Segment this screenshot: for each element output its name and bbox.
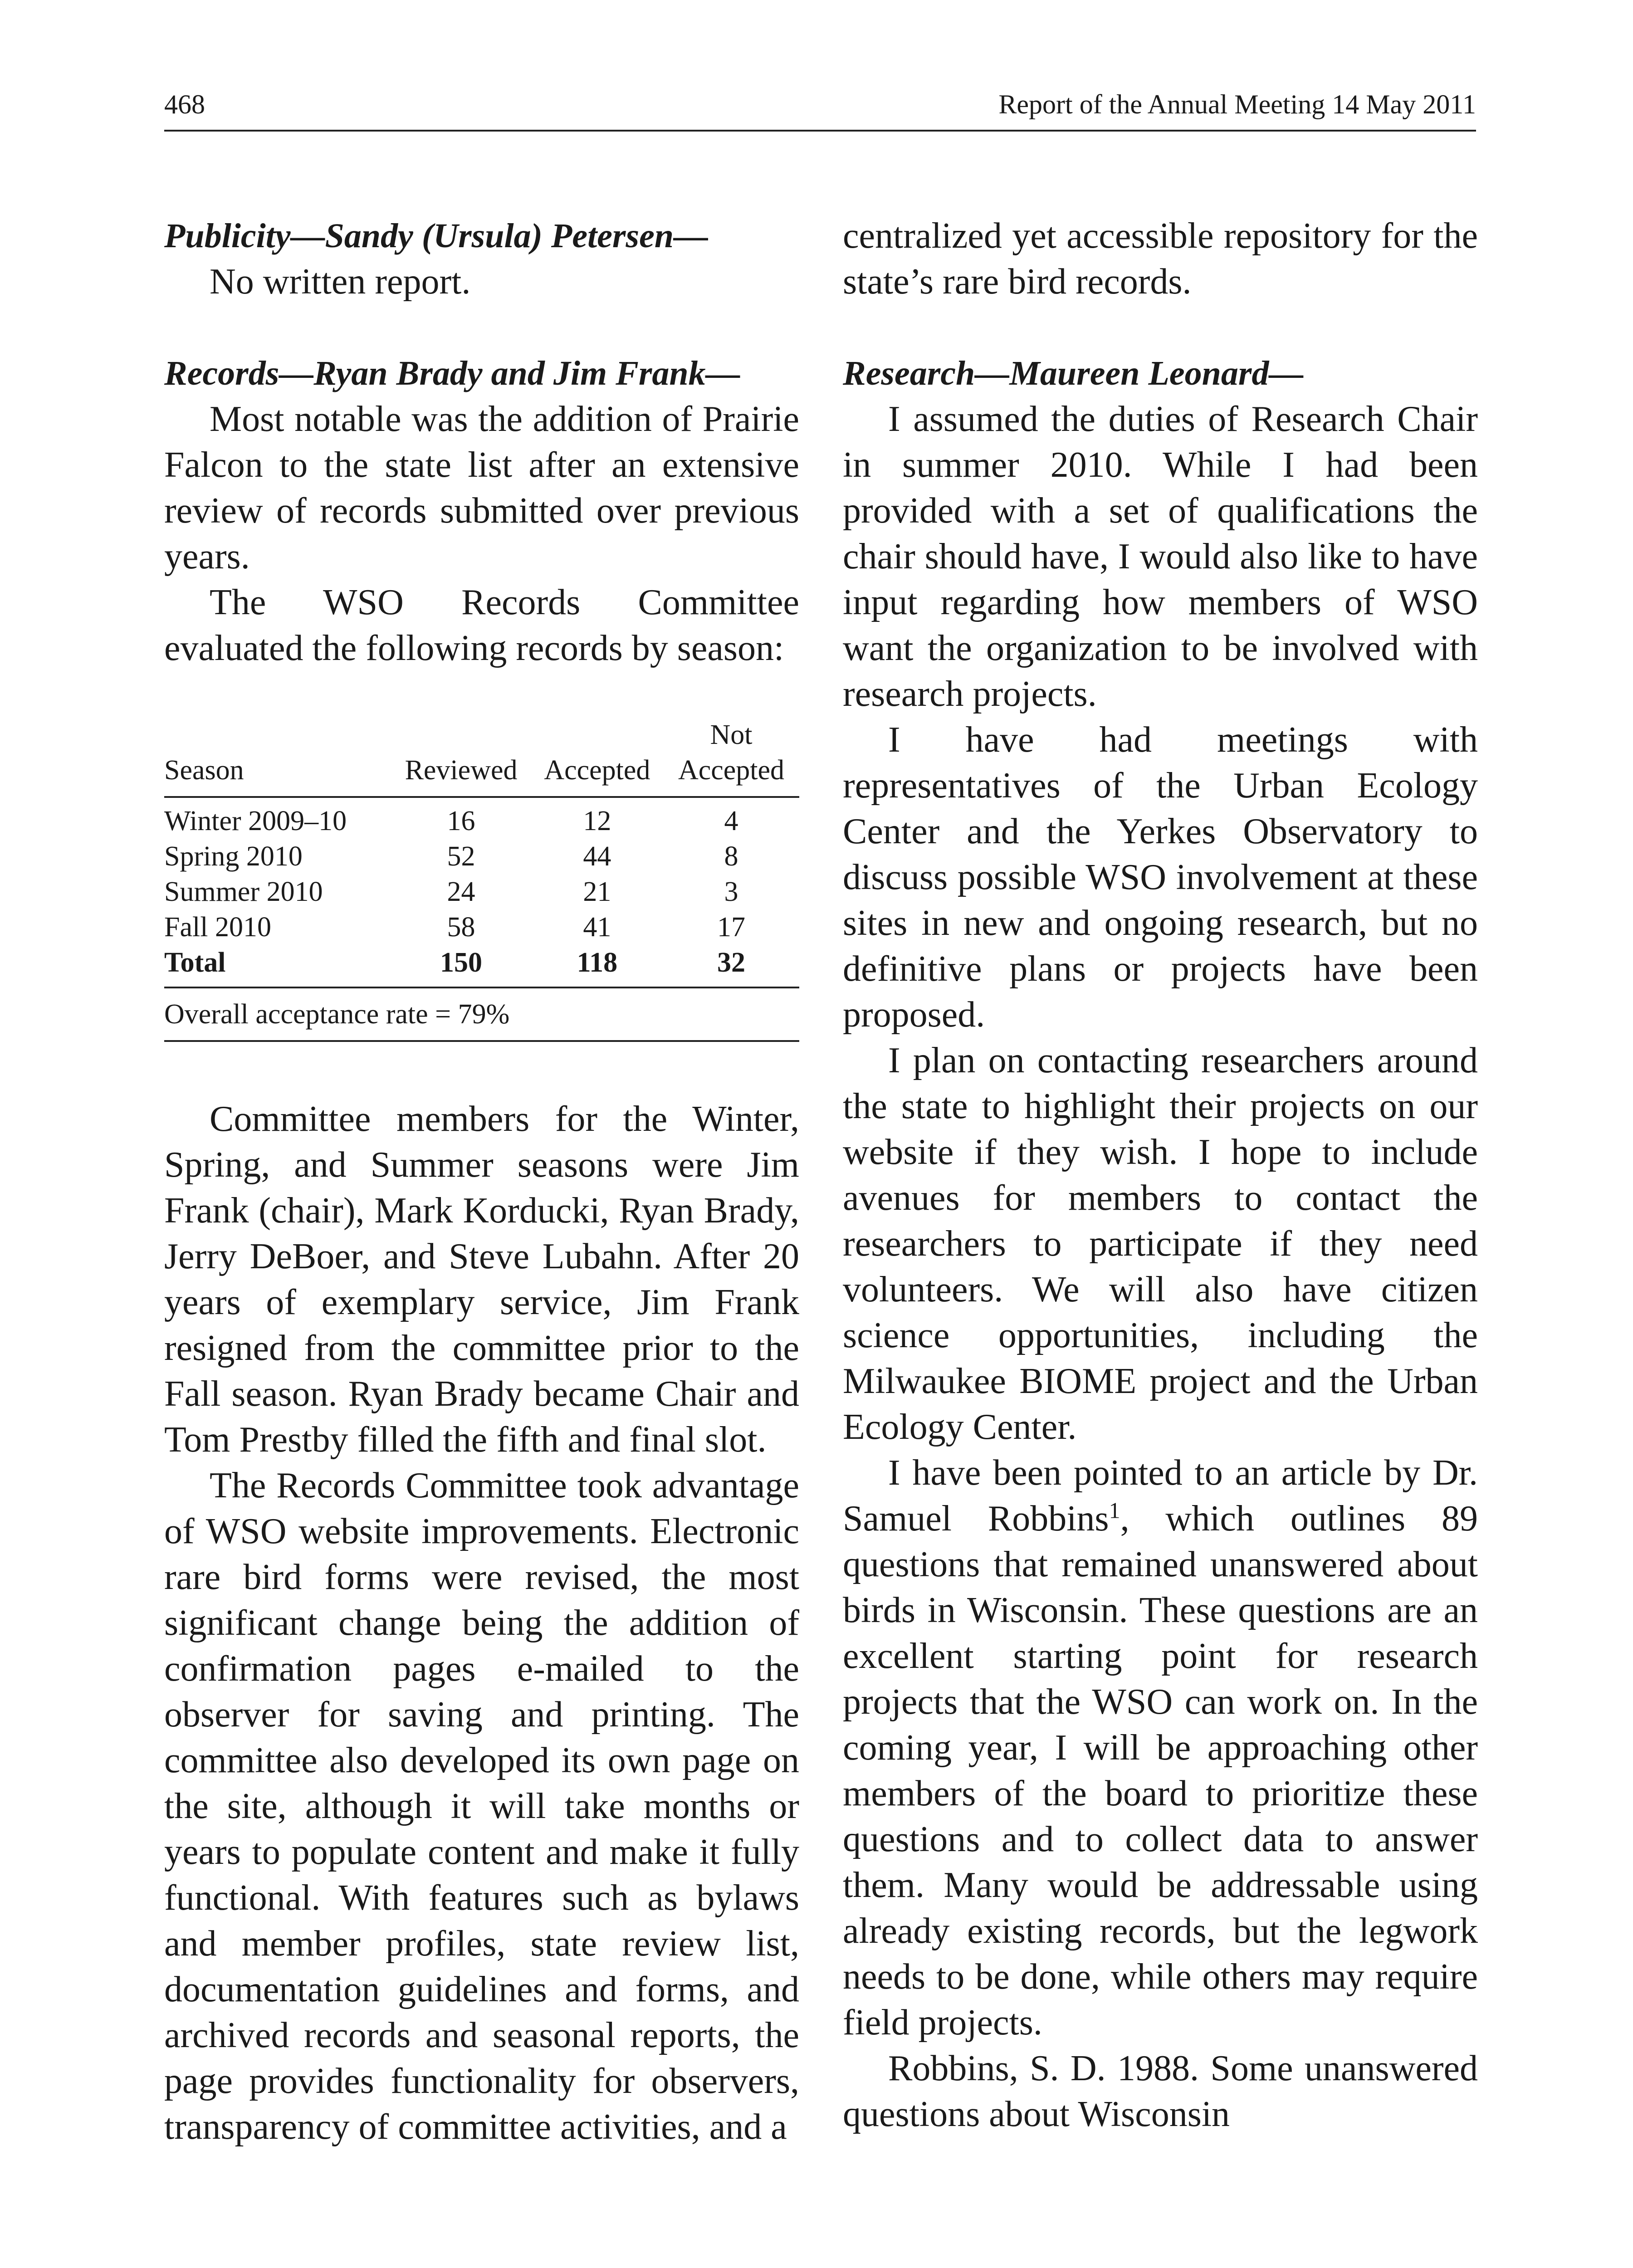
section-gap xyxy=(164,305,799,351)
running-title: Report of the Annual Meeting 14 May 2011 xyxy=(998,89,1476,119)
left-column xyxy=(164,213,799,2150)
cell-season: Fall 2010 xyxy=(164,912,271,943)
cell-total-reviewed: 150 xyxy=(440,947,483,978)
cell-accepted: 12 xyxy=(583,806,611,836)
cell-season: Summer 2010 xyxy=(164,876,323,907)
right-column xyxy=(843,213,1478,2137)
cell-accepted: 41 xyxy=(583,912,611,943)
table-row xyxy=(164,797,799,839)
table-total-row xyxy=(164,945,799,987)
reference-entry: Robbins, S. D. 1988. Some unanswered questions about Wisconsin xyxy=(843,2048,1478,2134)
research-paragraph-1: I assumed the duties of Research Chair in summer 2010. While I had been provided with a set of qualifications the chair should have, I would also like to have input regarding how members of WSO want the organization to be involved with research projects. xyxy=(843,399,1478,714)
page-number: 468 xyxy=(164,89,205,119)
records-paragraph-4: The Records Committee took advantage of WSO website improvements. Electronic rare bird forms were revised, the most significant change being the addition of confirmation pages e-mailed to the observer for saving and printing. The committee also developed its own page on the site, although it will take months or years to populate content and make it fully functional. With features such as bylaws and member profiles, state review list, documentation guidelines and forms, and archived records and seasonal reports, the page provides functionality for observers, transparency of committee activities, and a xyxy=(164,1466,799,2147)
publicity-heading: Publicity—Sandy (Ursula) Petersen— xyxy=(164,217,709,255)
records-continuation: centralized yet accessible repository for the state’s rare bird records. xyxy=(843,216,1478,302)
cell-season: Winter 2009–10 xyxy=(164,806,347,836)
section-gap xyxy=(843,305,1478,351)
table-row xyxy=(164,839,799,874)
column-header-not-accepted: Not Accepted xyxy=(678,719,785,786)
table-row xyxy=(164,874,799,909)
cell-not-accepted: 8 xyxy=(724,841,738,872)
column-header-reviewed: Reviewed xyxy=(405,755,518,786)
cell-reviewed: 52 xyxy=(447,841,475,872)
research-paragraph-4-start: I have been pointed to an article by Dr. Samuel Robbins xyxy=(843,1453,1478,1539)
column-header-accepted: Accepted xyxy=(544,755,650,786)
cell-accepted: 44 xyxy=(583,841,611,872)
table-note: Overall acceptance rate = 79% xyxy=(164,987,799,1042)
cell-total-not-accepted: 32 xyxy=(717,947,745,978)
research-heading: Research—Maureen Leonard— xyxy=(843,354,1304,392)
cell-not-accepted: 4 xyxy=(724,806,738,836)
cell-season: Spring 2010 xyxy=(164,841,303,872)
cell-total-label: Total xyxy=(164,947,226,978)
records-paragraph-1: Most notable was the addition of Prairie Falcon to the state list after an extensive review of records submitted over previous years. xyxy=(164,399,799,577)
cell-reviewed: 58 xyxy=(447,912,475,943)
publicity-text: No written report. xyxy=(210,262,471,302)
research-paragraph-3: I plan on contacting researchers around the state to highlight their projects on our website if they wish. I hope to include avenues for members to contact the researchers to participate if they need volunteers. We will also have citizen science opportunities, including the Milwaukee BIOME project and the Urban Ecology Center. xyxy=(843,1041,1478,1447)
research-paragraph-4 xyxy=(843,1450,1478,2046)
records-heading: Records—Ryan Brady and Jim Frank— xyxy=(164,354,740,392)
research-paragraph-2: I have had meetings with representatives of the Urban Ecology Center and the Yerkes Observatory to discuss possible WSO involvement at these sites in new and ongoing research, but no definitive plans or projects have been proposed. xyxy=(843,720,1478,1035)
records-table xyxy=(164,717,799,1042)
cell-reviewed: 24 xyxy=(447,876,475,907)
cell-reviewed: 16 xyxy=(447,806,475,836)
table-header-row xyxy=(164,717,799,797)
table-spacer xyxy=(164,1042,799,1096)
cell-not-accepted: 17 xyxy=(717,912,745,943)
records-paragraph-3: Committee members for the Winter, Spring, and Summer seasons were Jim Frank (chair), Mark Korducki, Ryan Brady, Jerry DeBoer, and Steve Lubahn. After 20 years of exemplary service, Jim Frank resigned from the committee prior to the Fall season. Ryan Brady became Chair and Tom Prestby filled the fifth and final slot. xyxy=(164,1099,799,1460)
running-head xyxy=(164,86,1476,132)
cell-accepted: 21 xyxy=(583,876,611,907)
research-paragraph-4-end: , which outlines 89 questions that remained unanswered about birds in Wisconsin. These questions are an excellent starting point for research projects that the WSO can work on. In the coming year, I will be approaching other members of the board to prioritize these questions and to collect data to answer them. Many would be addressable using already existing records, but the legwork needs to be done, while others may require field projects. xyxy=(843,1499,1478,2043)
records-paragraph-2: The WSO Records Committee evaluated the following records by season: xyxy=(164,582,799,668)
footnote-marker: 1 xyxy=(1109,1497,1120,1523)
cell-not-accepted: 3 xyxy=(724,876,738,907)
cell-total-accepted: 118 xyxy=(577,947,618,978)
column-header-season: Season xyxy=(164,755,244,786)
table-row xyxy=(164,909,799,945)
